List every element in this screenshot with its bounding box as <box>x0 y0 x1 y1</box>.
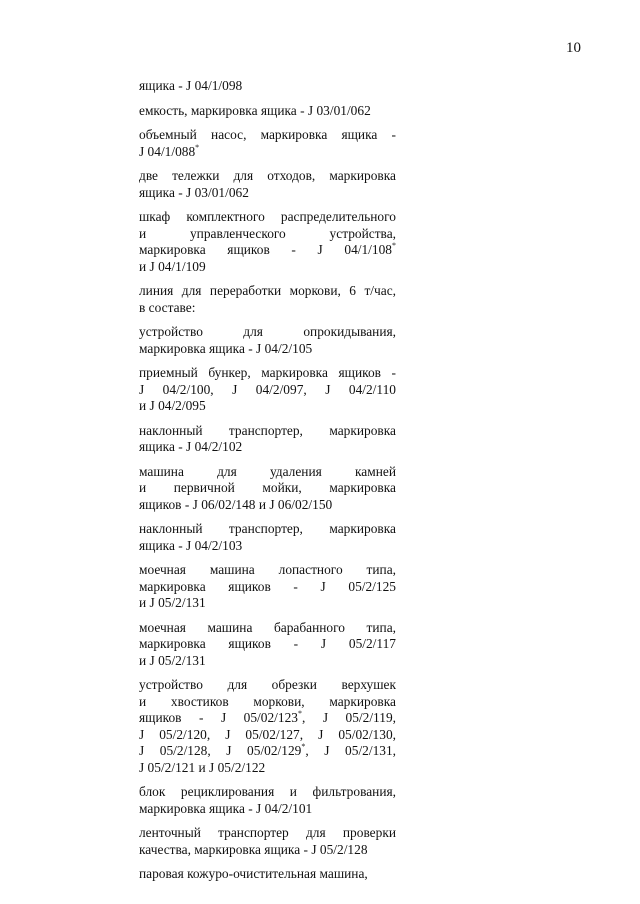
text-line: шкаф комплектного распределительного <box>139 209 396 224</box>
footnote-mark: * <box>392 241 396 250</box>
text-line: маркировка ящика - J 04/2/101 <box>139 800 313 816</box>
footnote-mark: * <box>297 709 302 718</box>
text-line: наклонный транспортер, маркировка <box>139 521 396 536</box>
text-line: ящиков - J 06/02/148 и J 06/02/150 <box>139 496 333 512</box>
text-line: ящика - J 04/2/102 <box>139 439 243 454</box>
footnote-mark: * <box>195 142 200 152</box>
text-line: качества, маркировка ящика - J 05/2/128 <box>139 841 368 857</box>
page-number: 10 <box>566 40 581 56</box>
text-line: и J 04/2/095 <box>139 398 206 413</box>
list-entry <box>139 866 396 883</box>
text-line: маркировка ящика - J 04/2/105 <box>139 340 313 356</box>
text-line: машина для удаления камней <box>139 463 396 479</box>
list-entry <box>139 562 396 612</box>
text-line: и управленческого устройства, <box>139 225 396 241</box>
text-column <box>139 78 396 891</box>
text-line: маркировка ящиков - J 04/1/108* <box>139 241 396 257</box>
text-line: J 04/1/088* <box>139 142 200 159</box>
list-entry <box>139 78 396 95</box>
list-entry <box>139 423 396 456</box>
list-entry <box>139 103 396 120</box>
list-entry <box>139 464 396 514</box>
text-line: маркировка ящиков - J 05/2/125 <box>139 578 396 594</box>
text-line: две тележки для отходов, маркировка <box>139 168 396 183</box>
text-line: и J 05/2/131 <box>139 652 206 668</box>
list-entry <box>139 677 396 776</box>
list-entry <box>139 168 396 201</box>
list-entry <box>139 620 396 670</box>
list-entry <box>139 521 396 554</box>
list-entry <box>139 127 396 160</box>
text-line: приемный бункер, маркировка ящиков - <box>139 365 396 380</box>
text-line: J 05/2/120, J 05/02/127, J 05/02/130, <box>139 726 396 742</box>
list-entry <box>139 784 396 817</box>
text-line: и первичной мойки, маркировка <box>139 480 396 495</box>
text-line: устройство для опрокидывания, <box>139 324 396 339</box>
list-entry <box>139 283 396 316</box>
text-line: в составе: <box>139 299 196 315</box>
text-line: линия для переработки моркови, 6 т/час, <box>139 283 396 298</box>
text-line: объемный насос, маркировка ящика - <box>139 127 396 142</box>
text-line: и J 04/1/109 <box>139 258 206 274</box>
text-line: наклонный транспортер, маркировка <box>139 422 396 438</box>
text-line: J 05/2/121 и J 05/2/122 <box>139 759 266 775</box>
text-line: и хвостиков моркови, маркировка <box>139 693 396 709</box>
text-line: и J 05/2/131 <box>139 595 206 610</box>
text-line: ящика - J 04/2/103 <box>139 537 243 553</box>
text-line: ленточный транспортер для проверки <box>139 825 396 840</box>
list-entry <box>139 825 396 858</box>
text-line: паровая кожуро-очистительная машина, <box>139 866 368 881</box>
text-line: емкость, маркировка ящика - J 03/01/062 <box>139 102 371 118</box>
text-line: блок рециклирования и фильтрования, <box>139 784 396 799</box>
text-line: J 04/2/100, J 04/2/097, J 04/2/110 <box>139 381 396 397</box>
footnote-mark: * <box>301 742 306 751</box>
text-line: ящика - J 04/1/098 <box>139 78 243 93</box>
text-line: ящика - J 03/01/062 <box>139 184 249 200</box>
text-line: ящиков - J 05/02/123*, J 05/2/119, <box>139 709 396 725</box>
text-line: маркировка ящиков - J 05/2/117 <box>139 636 396 651</box>
list-entry <box>139 365 396 415</box>
list-entry <box>139 324 396 357</box>
text-line: моечная машина барабанного типа, <box>139 619 396 635</box>
list-entry <box>139 209 396 275</box>
text-line: устройство для обрезки верхушек <box>139 677 396 692</box>
text-line: моечная машина лопастного типа, <box>139 562 396 577</box>
text-line: J 05/2/128, J 05/02/129*, J 05/2/131, <box>139 742 397 758</box>
